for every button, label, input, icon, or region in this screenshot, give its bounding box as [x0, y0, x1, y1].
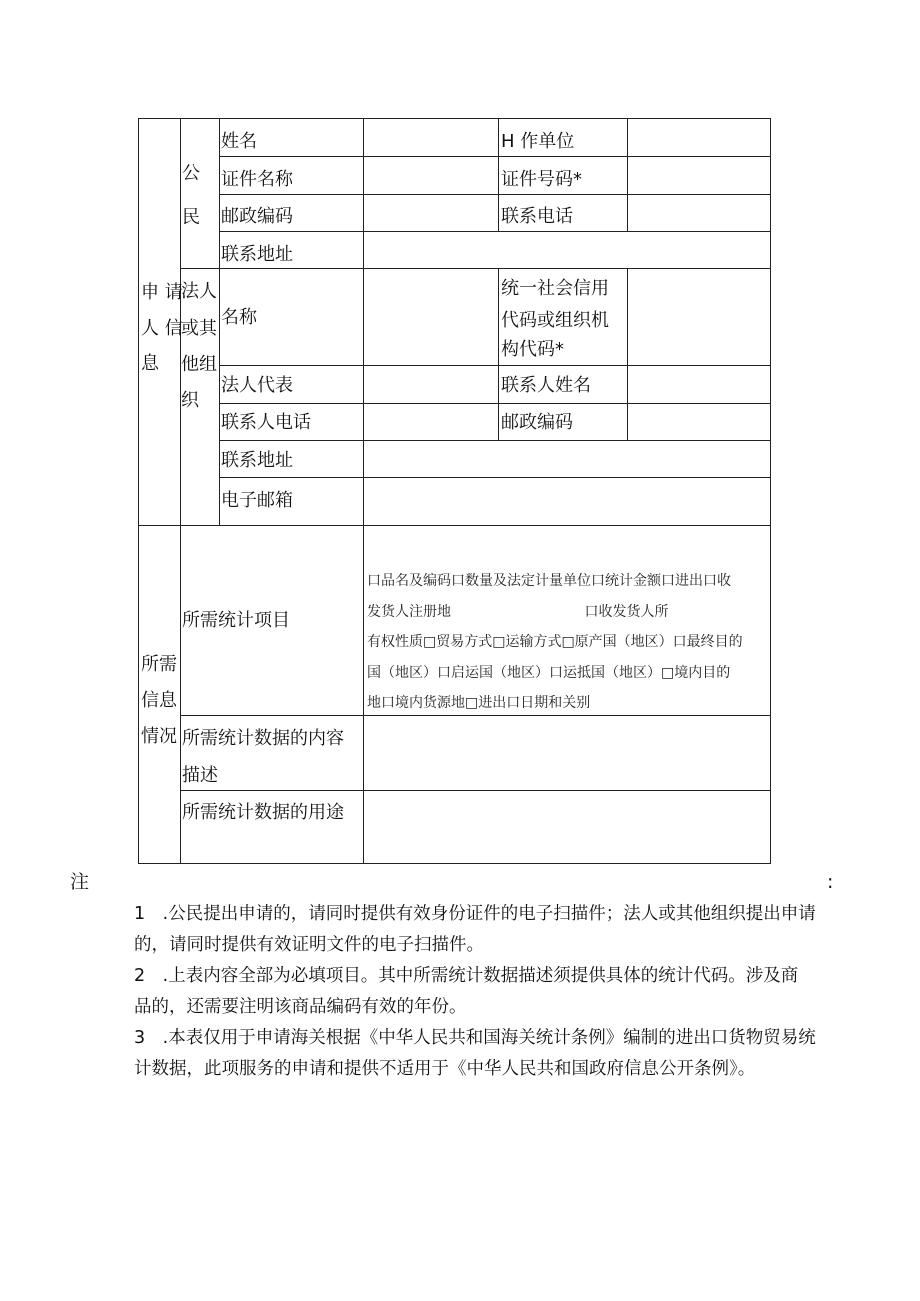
stat-items-options-line: 口品名及编码口数量及法定计量单位口统计金额口进出口收 [367, 573, 731, 589]
note-line: 2 .上表内容全部为必填项目。其中所需统计数据描述须提供具体的统计代码。涉及商 [134, 966, 799, 986]
org-credit-code-label-line3: 构代码* [501, 339, 564, 360]
info-section-label-line2: 信息 [141, 690, 177, 711]
org-postcode-label: 邮政编码 [501, 412, 573, 433]
org-name-label: 名称 [221, 307, 257, 328]
applicant-section-label-line3: 息 [141, 353, 159, 374]
citizen-work-unit-label: H 作单位 [501, 131, 575, 152]
info-section-label-line1: 所需 [141, 654, 177, 675]
note-line: 1 .公民提出申请的，请同时提供有效身份证件的电子扫描件；法人或其他组织提出申请 [134, 904, 816, 924]
citizen-id-number-label: 证件号码* [501, 169, 582, 190]
citizen-phone-label: 联系电话 [501, 206, 573, 227]
citizen-postcode-label: 邮政编码 [221, 206, 293, 227]
citizen-group-label-line2: 民 [182, 207, 200, 228]
notes-colon: : [827, 871, 834, 893]
org-email-label: 电子邮箱 [221, 490, 293, 511]
org-group-label-line4: 织 [181, 390, 199, 411]
org-credit-code-label-line1: 统一社会信用 [501, 278, 609, 299]
stat-items-options-line: 发货人注册地 口收发货人所 [367, 603, 669, 620]
org-contact-name-label: 联系人姓名 [501, 375, 591, 396]
citizen-name-label: 姓名 [221, 131, 257, 152]
stat-items-options-line: 地口境内货源地□进出口日期和关别 [367, 695, 591, 712]
org-legal-rep-label: 法人代表 [221, 375, 293, 396]
data-use-label: 所需统计数据的用途 [182, 802, 344, 823]
org-contact-phone-label: 联系人电话 [221, 412, 311, 433]
citizen-address-label: 联系地址 [221, 244, 293, 265]
note-line: 品的，还需要注明该商品编码有效的年份。 [134, 997, 467, 1017]
data-desc-label-line2: 描述 [182, 765, 218, 786]
applicant-section-label-line2: 人 信 [141, 318, 183, 339]
org-group-label-line1: 法人 [181, 281, 217, 302]
org-address-label: 联系地址 [221, 450, 293, 471]
stat-items-options-line: 国（地区）口启运国（地区）口运抵国（地区）□境内目的 [367, 664, 731, 681]
note-line: 计数据，此项服务的申请和提供不适用于《中华人民共和国政府信息公开条例》。 [134, 1059, 756, 1079]
note-item-3 [134, 1023, 846, 1085]
stat-items-options [367, 566, 767, 719]
note-item-1 [134, 899, 846, 961]
note-item-2 [134, 961, 846, 1023]
org-group-label-line3: 他组 [181, 354, 217, 375]
note-line: 的，请同时提供有效证明文件的电子扫描件。 [134, 935, 484, 955]
data-desc-label-line1: 所需统计数据的内容 [182, 728, 344, 749]
citizen-id-type-label: 证件名称 [221, 169, 293, 190]
stat-items-label: 所需统计项目 [182, 610, 290, 631]
org-group-label-line2: 或其 [181, 318, 217, 339]
org-credit-code-label-line2: 代码或组织机 [501, 310, 609, 331]
applicant-section-label-line1: 申 请 [141, 282, 183, 303]
citizen-group-label-line1: 公 [182, 163, 200, 184]
note-line: 3 .本表仅用于申请海关根据《中华人民共和国海关统计条例》编制的进出口货物贸易统 [134, 1028, 816, 1048]
info-section-label-line3: 情况 [141, 726, 177, 747]
notes-heading: 注 [70, 871, 90, 893]
stat-items-options-line: 有权性质□贸易方式□运输方式□原产国（地区）口最终目的 [367, 634, 743, 651]
